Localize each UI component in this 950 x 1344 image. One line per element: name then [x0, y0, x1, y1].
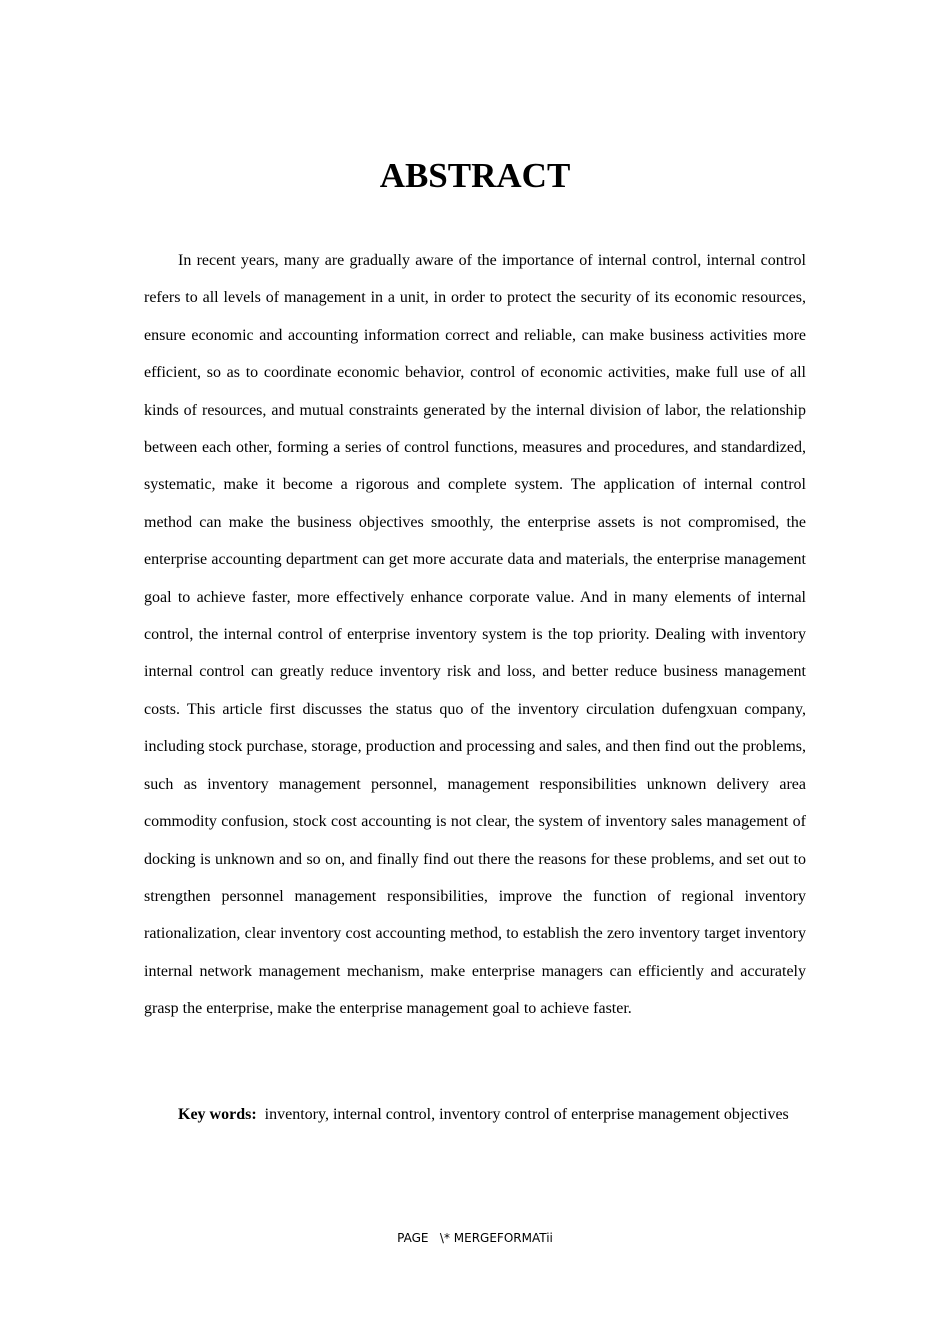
- keywords-text: inventory, internal control, inventory control of enterprise management objectives: [264, 1106, 789, 1123]
- abstract-paragraph: In recent years, many are gradually aware of the importance of internal control, internal control refers to all levels of management in a unit, in order to protect the security of its economic resources, ensure economic and accounting information correct and reliable, can make business activities more efficient, so as to coordinate economic behavior, control of economic activities, make full use of all kinds of resources, and mutual constraints generated by the internal division of labor, the relationship between each other, forming a series of control functions, measures and procedures, and standardized, systematic, make it become a rigorous and complete system. The application of internal control method can make the business objectives smoothly, the enterprise assets is not compromised, the enterprise accounting department can get more accurate data and materials, the enterprise management goal to achieve faster, more effectively enhance corporate value. And in many elements of internal control, the internal control of enterprise inventory system is the top priority. Dealing with inventory internal control can greatly reduce inventory risk and loss, and better reduce business management costs. This article first discusses the status quo of the inventory circulation dufengxuan company, including stock purchase, storage, production and processing and sales, and then find out the problems, such as inventory management personnel, management responsibilities unknown delivery area commodity confusion, stock cost accounting is not clear, the system of inventory sales management of docking is unknown and so on, and finally find out there the reasons for these problems, and set out to strengthen personnel management responsibilities, improve the function of regional inventory rationalization, clear inventory cost accounting method, to establish the zero inventory target inventory internal network management mechanism, make enterprise managers can efficiently and accurately grasp the enterprise, make the enterprise management goal to achieve faster.: [144, 252, 806, 1018]
- page-footer: PAGE \* MERGEFORMATii: [397, 1231, 553, 1245]
- keywords-label: Key words:: [178, 1106, 257, 1123]
- abstract-title: ABSTRACT: [379, 156, 571, 195]
- keywords-paragraph: [144, 1096, 806, 1133]
